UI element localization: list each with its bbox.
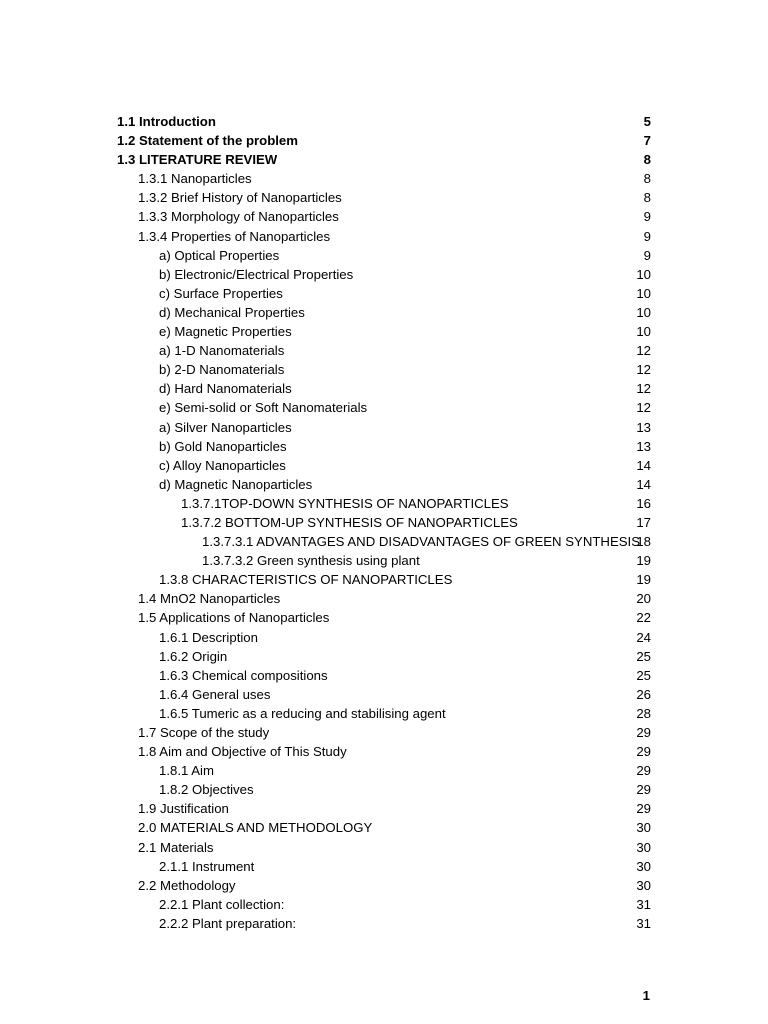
toc-entry <box>117 608 651 627</box>
toc-entry-page: 12 <box>636 381 651 397</box>
toc-entry <box>117 780 651 799</box>
toc-entry-page: 30 <box>636 820 651 836</box>
toc-entry-page: 10 <box>636 266 651 282</box>
toc-entry-title: a) 1-D Nanomaterials <box>159 343 285 359</box>
toc-entry-page: 5 <box>643 114 651 129</box>
toc-entry-page: 30 <box>636 839 651 855</box>
toc-entry-title: 1.6.2 Origin <box>159 648 228 664</box>
toc-entry-page: 10 <box>636 324 651 340</box>
toc-entry-page: 13 <box>636 419 651 435</box>
toc-entry-title: 1.6.5 Tumeric as a reducing and stabilising agent <box>159 705 446 721</box>
toc-entry-title: 1.3.8 CHARACTERISTICS OF NANOPARTICLES <box>159 572 453 588</box>
toc-entry <box>117 857 651 876</box>
toc-entry-page: 12 <box>636 343 651 359</box>
toc-entry <box>117 895 651 914</box>
toc-entry-title: 2.2 Methodology <box>138 877 236 893</box>
toc-entry-title: d) Magnetic Nanoparticles <box>159 476 313 492</box>
toc-entry-title: 1.1 Introduction <box>117 114 216 129</box>
toc-entry-page: 30 <box>636 877 651 893</box>
toc-entry-page: 28 <box>636 705 651 721</box>
toc-entry <box>117 112 651 131</box>
toc-entry-title: c) Alloy Nanoparticles <box>159 457 286 473</box>
toc-entry <box>117 227 651 246</box>
toc-entry-page: 22 <box>636 610 651 626</box>
toc-entry <box>117 666 651 685</box>
toc-entry-title: 1.6.1 Description <box>159 629 258 645</box>
toc-entry <box>117 246 651 265</box>
toc-entry <box>117 799 651 818</box>
toc-entry-title: 2.1.1 Instrument <box>159 858 255 874</box>
toc-entry-page: 8 <box>643 171 651 187</box>
toc-entry <box>117 494 651 513</box>
toc-entry-page: 18 <box>636 534 651 550</box>
toc-entry-title: e) Magnetic Properties <box>159 324 292 340</box>
toc-entry-title: 2.0 MATERIALS AND METHODOLOGY <box>138 820 373 836</box>
toc-entry-title: 1.6.3 Chemical compositions <box>159 667 328 683</box>
toc-entry-page: 9 <box>643 209 651 225</box>
toc-entry-title: b) Gold Nanoparticles <box>159 438 287 454</box>
toc-entry <box>117 570 651 589</box>
toc-entry-page: 12 <box>636 362 651 378</box>
toc-entry-page: 19 <box>636 553 651 569</box>
toc-entry <box>117 628 651 647</box>
toc-entry-page: 12 <box>636 400 651 416</box>
toc-entry-page: 29 <box>636 782 651 798</box>
toc-entry-title: 1.5 Applications of Nanoparticles <box>138 610 330 626</box>
toc-entry-title: 1.2 Statement of the problem <box>117 133 298 149</box>
toc-entry-page: 8 <box>643 190 651 206</box>
toc-entry-page: 9 <box>643 228 651 244</box>
toc-entry <box>117 838 651 857</box>
toc-entry <box>117 360 651 379</box>
toc-entry-title: 1.7 Scope of the study <box>138 725 270 740</box>
toc-entry-title: 2.2.1 Plant collection: <box>159 896 285 912</box>
toc-entry-title: 1.3.7.3.2 Green synthesis using plant <box>202 553 420 569</box>
toc-entry-title: 1.3.7.1TOP-DOWN SYNTHESIS OF NANOPARTICLES <box>181 495 509 511</box>
toc-entry-title: 1.3.3 Morphology of Nanoparticles <box>138 209 339 225</box>
toc-entry <box>117 398 651 417</box>
toc-entry <box>117 131 651 150</box>
toc-entry-title: b) Electronic/Electrical Properties <box>159 266 354 282</box>
toc-entry <box>117 303 651 322</box>
toc-entry-page: 8 <box>643 152 651 168</box>
toc-entry-page: 25 <box>636 667 651 683</box>
toc-entry <box>117 437 651 456</box>
toc-entry-page: 19 <box>636 572 651 588</box>
toc-entry-title: 1.9 Justification <box>138 801 229 817</box>
toc-entry <box>117 532 651 551</box>
toc-entry <box>117 704 651 723</box>
toc-entry-page: 26 <box>636 686 651 702</box>
toc-entry <box>117 418 651 437</box>
toc-entry-title: 1.8.2 Objectives <box>159 782 254 798</box>
toc-entry <box>117 456 651 475</box>
toc-entry <box>117 265 651 284</box>
toc-entry <box>117 876 651 895</box>
toc-entry-title: 1.8 Aim and Objective of This Study <box>138 744 347 760</box>
toc-entry <box>117 513 651 532</box>
toc-entry <box>117 150 651 169</box>
toc-entry-title: 1.3.2 Brief History of Nanoparticles <box>138 190 342 206</box>
toc-entry <box>117 761 651 780</box>
page-number: 1 <box>642 988 650 1003</box>
toc-entry-title: b) 2-D Nanomaterials <box>159 362 285 378</box>
toc-entry-page: 14 <box>636 457 651 473</box>
toc-entry-title: 1.3.7.3.1 ADVANTAGES AND DISADVANTAGES OF GREEN SYNTHESIS <box>202 534 640 550</box>
toc-entry-page: 30 <box>636 858 651 874</box>
toc-entry <box>117 551 651 570</box>
toc-entry-title: e) Semi-solid or Soft Nanomaterials <box>159 400 368 416</box>
toc-entry <box>117 647 651 666</box>
toc-entry <box>117 685 651 704</box>
toc-entry-page: 7 <box>643 133 651 149</box>
toc-entry-page: 29 <box>636 725 651 740</box>
toc-entry <box>117 914 651 933</box>
toc-entry-page: 29 <box>636 801 651 817</box>
toc-entry <box>117 379 651 398</box>
toc-entry-page: 24 <box>636 629 651 645</box>
toc-entry <box>117 341 651 360</box>
toc-entry-title: 1.8.1 Aim <box>159 763 214 779</box>
toc-entry-title: 1.3.7.2 BOTTOM-UP SYNTHESIS OF NANOPARTICLES <box>181 514 518 530</box>
toc-entry-title: d) Mechanical Properties <box>159 304 305 320</box>
toc-entry-page: 31 <box>636 915 651 931</box>
toc-entry-title: 1.3.4 Properties of Nanoparticles <box>138 228 331 244</box>
toc-entry-page: 20 <box>636 591 651 607</box>
toc-entry-title: 2.1 Materials <box>138 839 214 855</box>
toc-entry <box>117 207 651 226</box>
toc-entry-page: 31 <box>636 896 651 912</box>
toc-entry-page: 29 <box>636 744 651 760</box>
toc-entry <box>117 475 651 494</box>
toc-entry-page: 17 <box>636 514 651 530</box>
toc-entry <box>117 322 651 341</box>
toc-entry-title: 1.4 MnO2 Nanoparticles <box>138 591 281 607</box>
toc-entry-page: 10 <box>636 304 651 320</box>
toc-entry-page: 16 <box>636 495 651 511</box>
toc-entry <box>117 188 651 207</box>
toc-entry-title: 2.2.2 Plant preparation: <box>159 915 297 931</box>
toc-entry-page: 9 <box>643 247 651 263</box>
toc-entry <box>117 818 651 837</box>
toc-entry-title: c) Surface Properties <box>159 285 283 301</box>
toc-entry-title: a) Optical Properties <box>159 247 280 263</box>
toc-entry <box>117 284 651 303</box>
toc-entry-page: 14 <box>636 476 651 492</box>
toc-entry-title: 1.3.1 Nanoparticles <box>138 171 252 187</box>
toc-entry <box>117 169 651 188</box>
toc-entry-page: 10 <box>636 285 651 301</box>
toc-entry <box>117 723 651 742</box>
toc-entry-title: 1.6.4 General uses <box>159 686 271 702</box>
toc-entry-title: 1.3 LITERATURE REVIEW <box>117 152 278 168</box>
toc-entry-page: 13 <box>636 438 651 454</box>
table-of-contents <box>117 112 651 933</box>
toc-entry-title: d) Hard Nanomaterials <box>159 381 292 397</box>
toc-entry-page: 25 <box>636 648 651 664</box>
toc-entry-title: a) Silver Nanoparticles <box>159 419 292 435</box>
toc-entry-page: 29 <box>636 763 651 779</box>
toc-entry <box>117 742 651 761</box>
toc-entry <box>117 589 651 608</box>
